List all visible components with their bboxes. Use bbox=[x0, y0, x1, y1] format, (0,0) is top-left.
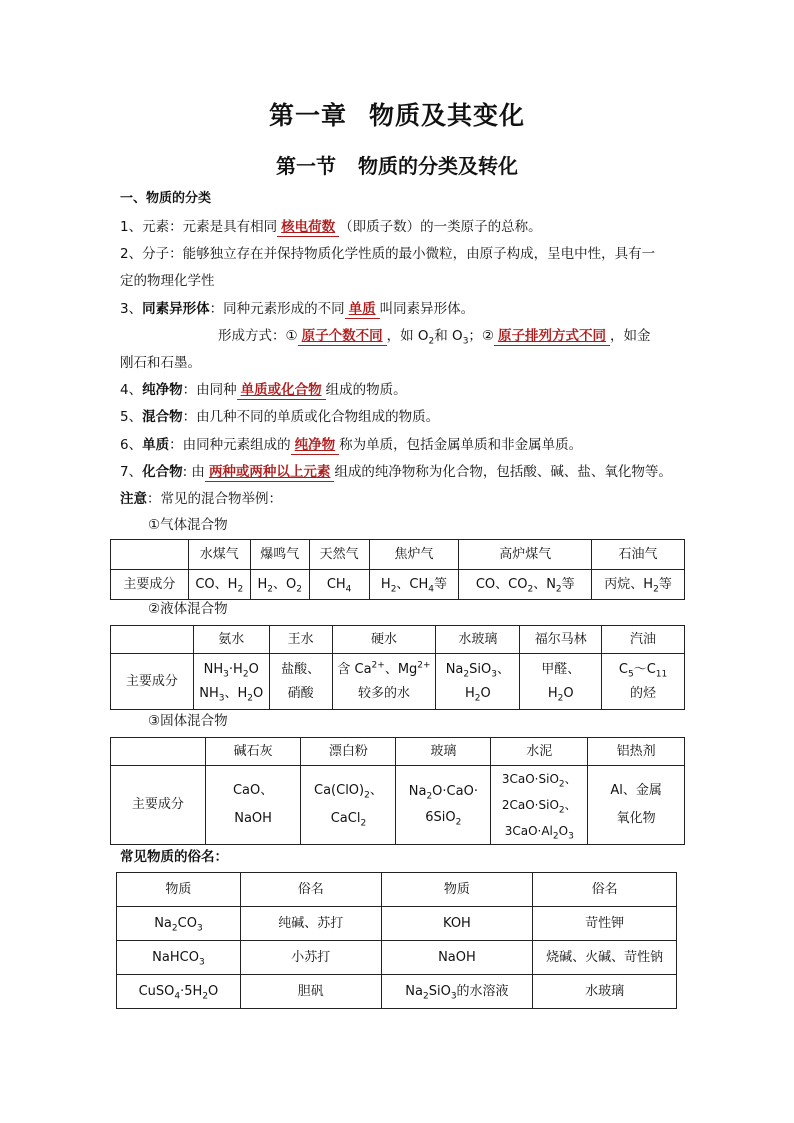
text: 3CaO·Al bbox=[504, 824, 553, 838]
table-header: 硬水 bbox=[332, 626, 436, 654]
text: ：同种元素形成的不同 bbox=[209, 301, 345, 317]
text: : 由 bbox=[182, 464, 205, 480]
text: ：由同种元素组成的 bbox=[169, 437, 291, 453]
text: 甲醛、 bbox=[541, 661, 581, 677]
answer-blank: 纯净物 bbox=[291, 436, 340, 455]
subscript: 11 bbox=[655, 669, 668, 680]
table-row bbox=[117, 941, 677, 975]
text: H bbox=[547, 685, 558, 701]
text: 、N bbox=[533, 576, 556, 592]
text: 等 bbox=[434, 576, 448, 592]
table-header: 水煤气 bbox=[188, 540, 250, 570]
text: Na bbox=[445, 661, 464, 677]
table-cell bbox=[332, 654, 436, 710]
subscript: 2 bbox=[527, 584, 534, 595]
table-header: 铝热剂 bbox=[588, 738, 685, 766]
term-label: 单质 bbox=[142, 437, 170, 453]
table-header: 水玻璃 bbox=[436, 626, 520, 654]
table-row bbox=[111, 738, 685, 766]
subscript: 2 bbox=[463, 669, 470, 680]
table-row bbox=[111, 570, 685, 600]
table-cell bbox=[193, 654, 269, 710]
text: 5、 bbox=[120, 409, 143, 425]
text: 形成方式：① bbox=[218, 328, 298, 344]
table-header: 高炉煤气 bbox=[459, 540, 592, 570]
subscript: 2 bbox=[242, 669, 249, 680]
answer-blank: 原子排列方式不同 bbox=[494, 327, 610, 346]
chapter-number: 第一章 bbox=[268, 101, 347, 130]
item-mixture bbox=[120, 408, 439, 426]
subscript: 2 bbox=[558, 805, 565, 816]
text: 的烃 bbox=[630, 685, 657, 701]
table-cell bbox=[369, 570, 459, 600]
table-cell bbox=[117, 907, 241, 941]
section-name: 物质的分类及转化 bbox=[358, 154, 518, 178]
answer-blank: 单质或化合物 bbox=[237, 381, 326, 400]
subscript: 2 bbox=[474, 693, 481, 704]
text: Al、金属 bbox=[610, 783, 662, 798]
text: C bbox=[618, 661, 628, 677]
text: O bbox=[248, 661, 259, 677]
text: H bbox=[380, 576, 391, 592]
subscript: 4 bbox=[174, 991, 181, 1002]
answer-blank: 两种或两种以上元素 bbox=[205, 463, 335, 482]
table-row bbox=[117, 873, 677, 907]
item-allotrope bbox=[120, 300, 474, 319]
text: 7、 bbox=[120, 464, 143, 480]
term-label: 混合物 bbox=[142, 409, 183, 425]
text: O bbox=[558, 824, 569, 838]
text: CO、H bbox=[195, 576, 238, 592]
table-cell bbox=[111, 738, 206, 766]
subscript: 2 bbox=[422, 991, 429, 1002]
common-names-heading: 常见物质的俗名： bbox=[120, 849, 228, 865]
table-cell bbox=[436, 654, 520, 710]
subscript: 2 bbox=[455, 817, 462, 828]
text: 等 bbox=[561, 576, 575, 592]
subscript: 5 bbox=[627, 669, 634, 680]
table-header: 福尔马林 bbox=[520, 626, 602, 654]
subscript: 3 bbox=[218, 693, 225, 704]
row-label: 主要成分 bbox=[111, 570, 189, 600]
text: O·CaO· bbox=[432, 784, 478, 799]
text: 较多的水 bbox=[357, 685, 410, 701]
subscript: 2 bbox=[555, 584, 562, 595]
text: Na bbox=[405, 983, 423, 999]
table-cell: 小苏打 bbox=[240, 941, 381, 975]
table-cell bbox=[117, 941, 241, 975]
text: O bbox=[563, 685, 574, 701]
liquid-heading: ②液体混合物 bbox=[148, 601, 228, 617]
text: ·5H bbox=[180, 983, 203, 999]
table-row bbox=[111, 654, 685, 710]
common-names-table bbox=[116, 872, 677, 1009]
term-label: 化合物 bbox=[142, 464, 183, 480]
text: 1、元素：元素是具有相同 bbox=[120, 219, 278, 235]
superscript: 2+ bbox=[417, 660, 431, 671]
text: 丙烷、H bbox=[604, 576, 654, 592]
table-cell bbox=[491, 766, 588, 845]
text: 组成的纯净物称为化合物，包括酸、碱、盐、氧化物等。 bbox=[334, 464, 672, 480]
text: 、 bbox=[496, 661, 510, 677]
term-label: 同素异形体 bbox=[142, 301, 210, 317]
subscript: 3 bbox=[196, 923, 203, 934]
item-simple-substance bbox=[120, 436, 582, 455]
table-header: 俗名 bbox=[240, 873, 381, 907]
subscript: 2 bbox=[171, 923, 178, 934]
item-molecule-line1: 2、分子：能够独立存在并保持物质化学性质的最小微粒，由原子构成，呈电中性，具有一 bbox=[120, 246, 656, 262]
table-cell: 水玻璃 bbox=[533, 975, 677, 1009]
answer-blank: 原子个数不同 bbox=[298, 327, 387, 346]
text: 、Mg bbox=[384, 661, 418, 677]
text: NaOH bbox=[234, 811, 272, 826]
text: 、H bbox=[224, 685, 248, 701]
text: ：由同种 bbox=[182, 382, 237, 398]
term-label: 纯净物 bbox=[142, 382, 183, 398]
subscript: 2 bbox=[267, 584, 273, 595]
text: ，如 O bbox=[386, 328, 429, 344]
text: ：常见的混合物举例： bbox=[147, 491, 282, 507]
table-cell bbox=[269, 654, 332, 710]
text: 称为单质，包括金属单质和非金属单质。 bbox=[339, 437, 583, 453]
text: 组成的物质。 bbox=[325, 382, 407, 398]
subscript: 2 bbox=[247, 693, 253, 704]
text: 3、 bbox=[120, 301, 143, 317]
table-cell bbox=[592, 570, 685, 600]
table-header: 氨水 bbox=[193, 626, 269, 654]
text: H bbox=[464, 685, 475, 701]
text: （即质子数）的一类原子的总称。 bbox=[339, 219, 542, 235]
subscript: 3 bbox=[491, 669, 497, 680]
table-cell bbox=[111, 626, 194, 654]
chapter-title bbox=[0, 96, 794, 132]
text: 3CaO·SiO bbox=[501, 772, 559, 786]
text: NaHCO bbox=[152, 949, 199, 965]
text: ：由几种不同的单质或化合物组成的物质。 bbox=[182, 409, 440, 425]
table-cell bbox=[111, 540, 189, 570]
table-row bbox=[111, 626, 685, 654]
table-row bbox=[117, 975, 677, 1009]
table-cell: 苛性钾 bbox=[533, 907, 677, 941]
text: ，如金 bbox=[610, 328, 651, 344]
text: 、 bbox=[369, 783, 383, 798]
text: 盐酸、 bbox=[281, 661, 321, 677]
note-label: 注意 bbox=[120, 491, 147, 507]
subscript: 2 bbox=[426, 791, 433, 802]
text: CO bbox=[177, 915, 197, 931]
table-cell: 纯碱、苏打 bbox=[240, 907, 381, 941]
text: 等 bbox=[658, 576, 672, 592]
note-line bbox=[120, 490, 282, 508]
text: CaO、 bbox=[232, 783, 274, 798]
text: NH bbox=[199, 685, 219, 701]
heading-classification: 一、物质的分类 bbox=[120, 191, 212, 206]
table-header: 俗名 bbox=[533, 873, 677, 907]
table-cell bbox=[602, 654, 685, 710]
text: 叫同素异形体。 bbox=[379, 301, 475, 317]
answer-blank: 单质 bbox=[345, 300, 380, 319]
item-allotrope-example: 刚石和石墨。 bbox=[120, 355, 201, 371]
row-label: 主要成分 bbox=[111, 766, 206, 845]
text: 2CaO·SiO bbox=[501, 798, 559, 812]
table-cell bbox=[205, 766, 301, 845]
item-compound bbox=[120, 463, 672, 482]
table-header: 汽油 bbox=[602, 626, 685, 654]
subscript: 2 bbox=[202, 991, 209, 1002]
table-cell bbox=[309, 570, 369, 600]
table-cell bbox=[396, 766, 491, 845]
table-header: 碱石灰 bbox=[205, 738, 301, 766]
table-cell: 胆矾 bbox=[240, 975, 381, 1009]
subscript: 2 bbox=[237, 584, 244, 595]
text: 、 bbox=[564, 772, 577, 786]
text: Na bbox=[154, 915, 172, 931]
subscript: 4 bbox=[345, 584, 352, 595]
gas-table bbox=[110, 539, 685, 600]
table-cell bbox=[250, 570, 309, 600]
table-cell bbox=[188, 570, 250, 600]
table-cell bbox=[588, 766, 685, 845]
subscript: 3 bbox=[198, 957, 205, 968]
text: O bbox=[480, 685, 491, 701]
solid-heading: ③固体混合物 bbox=[148, 713, 228, 729]
subscript: 2 bbox=[364, 790, 370, 801]
row-label: 主要成分 bbox=[111, 654, 194, 710]
table-header: 物质 bbox=[381, 873, 533, 907]
text: 6SiO bbox=[425, 810, 456, 825]
text: 4、 bbox=[120, 382, 143, 398]
text: 的水溶液 bbox=[456, 983, 509, 999]
answer-blank: 核电荷数 bbox=[277, 218, 339, 237]
subscript: 2 bbox=[428, 336, 435, 347]
table-header: 物质 bbox=[117, 873, 241, 907]
table-cell: 烧碱、火碱、苛性钠 bbox=[533, 941, 677, 975]
table-row bbox=[111, 540, 685, 570]
text: CH bbox=[326, 576, 346, 592]
text: NH bbox=[203, 661, 224, 677]
text: 6、 bbox=[120, 437, 143, 453]
text: ·H bbox=[228, 661, 243, 677]
table-cell: NaOH bbox=[381, 941, 533, 975]
text: ～C bbox=[633, 661, 656, 677]
text: CO、CO bbox=[475, 576, 528, 592]
text: SiO bbox=[428, 983, 451, 999]
table-header: 天然气 bbox=[309, 540, 369, 570]
text: Ca(ClO) bbox=[314, 783, 365, 798]
subscript: 2 bbox=[558, 779, 565, 790]
table-cell bbox=[459, 570, 592, 600]
text: 和 O bbox=[434, 328, 463, 344]
text: 氧化物 bbox=[616, 811, 656, 826]
subscript: 3 bbox=[450, 991, 457, 1002]
text: 、 bbox=[564, 798, 577, 812]
item-allotrope-ways bbox=[218, 327, 651, 346]
text: SiO bbox=[469, 661, 492, 677]
superscript: 2+ bbox=[371, 660, 385, 671]
text: Na bbox=[408, 784, 427, 799]
table-header: 漂白粉 bbox=[301, 738, 396, 766]
table-header: 王水 bbox=[269, 626, 332, 654]
liquid-table bbox=[110, 625, 685, 710]
subscript: 4 bbox=[428, 584, 435, 595]
table-row bbox=[117, 907, 677, 941]
table-row bbox=[111, 766, 685, 845]
table-cell bbox=[520, 654, 602, 710]
table-header: 焦炉气 bbox=[369, 540, 459, 570]
text: CaCl bbox=[330, 811, 361, 826]
text: 含 Ca bbox=[337, 661, 372, 677]
text: CuSO bbox=[138, 983, 175, 999]
table-header: 爆鸣气 bbox=[250, 540, 309, 570]
gas-heading: ①气体混合物 bbox=[148, 517, 228, 533]
chapter-name: 物质及其变化 bbox=[369, 101, 526, 130]
table-header: 水泥 bbox=[491, 738, 588, 766]
item-element bbox=[120, 218, 542, 237]
subscript: 3 bbox=[462, 336, 469, 347]
section-title bbox=[0, 150, 794, 179]
item-pure-substance bbox=[120, 381, 407, 400]
text: O bbox=[208, 983, 219, 999]
item-molecule-line2: 定的物理化学性 bbox=[120, 273, 215, 289]
table-cell bbox=[381, 975, 533, 1009]
table-header: 石油气 bbox=[592, 540, 685, 570]
subscript: 2 bbox=[552, 831, 559, 842]
solid-table bbox=[110, 737, 685, 845]
subscript: 3 bbox=[223, 669, 229, 680]
subscript: 2 bbox=[296, 584, 302, 595]
text: 、O bbox=[272, 576, 297, 592]
text: H bbox=[257, 576, 268, 592]
subscript: 2 bbox=[360, 818, 367, 829]
section-number: 第一节 bbox=[276, 154, 336, 178]
subscript: 2 bbox=[557, 693, 564, 704]
table-cell: KOH bbox=[381, 907, 533, 941]
text: O bbox=[252, 685, 264, 701]
text: ；② bbox=[468, 328, 495, 344]
table-header: 玻璃 bbox=[396, 738, 491, 766]
subscript: 3 bbox=[568, 831, 574, 842]
text: 、CH bbox=[396, 576, 429, 592]
table-cell bbox=[301, 766, 396, 845]
subscript: 2 bbox=[390, 584, 397, 595]
table-cell bbox=[117, 975, 241, 1009]
subscript: 2 bbox=[653, 584, 659, 595]
text: 硝酸 bbox=[287, 685, 314, 701]
